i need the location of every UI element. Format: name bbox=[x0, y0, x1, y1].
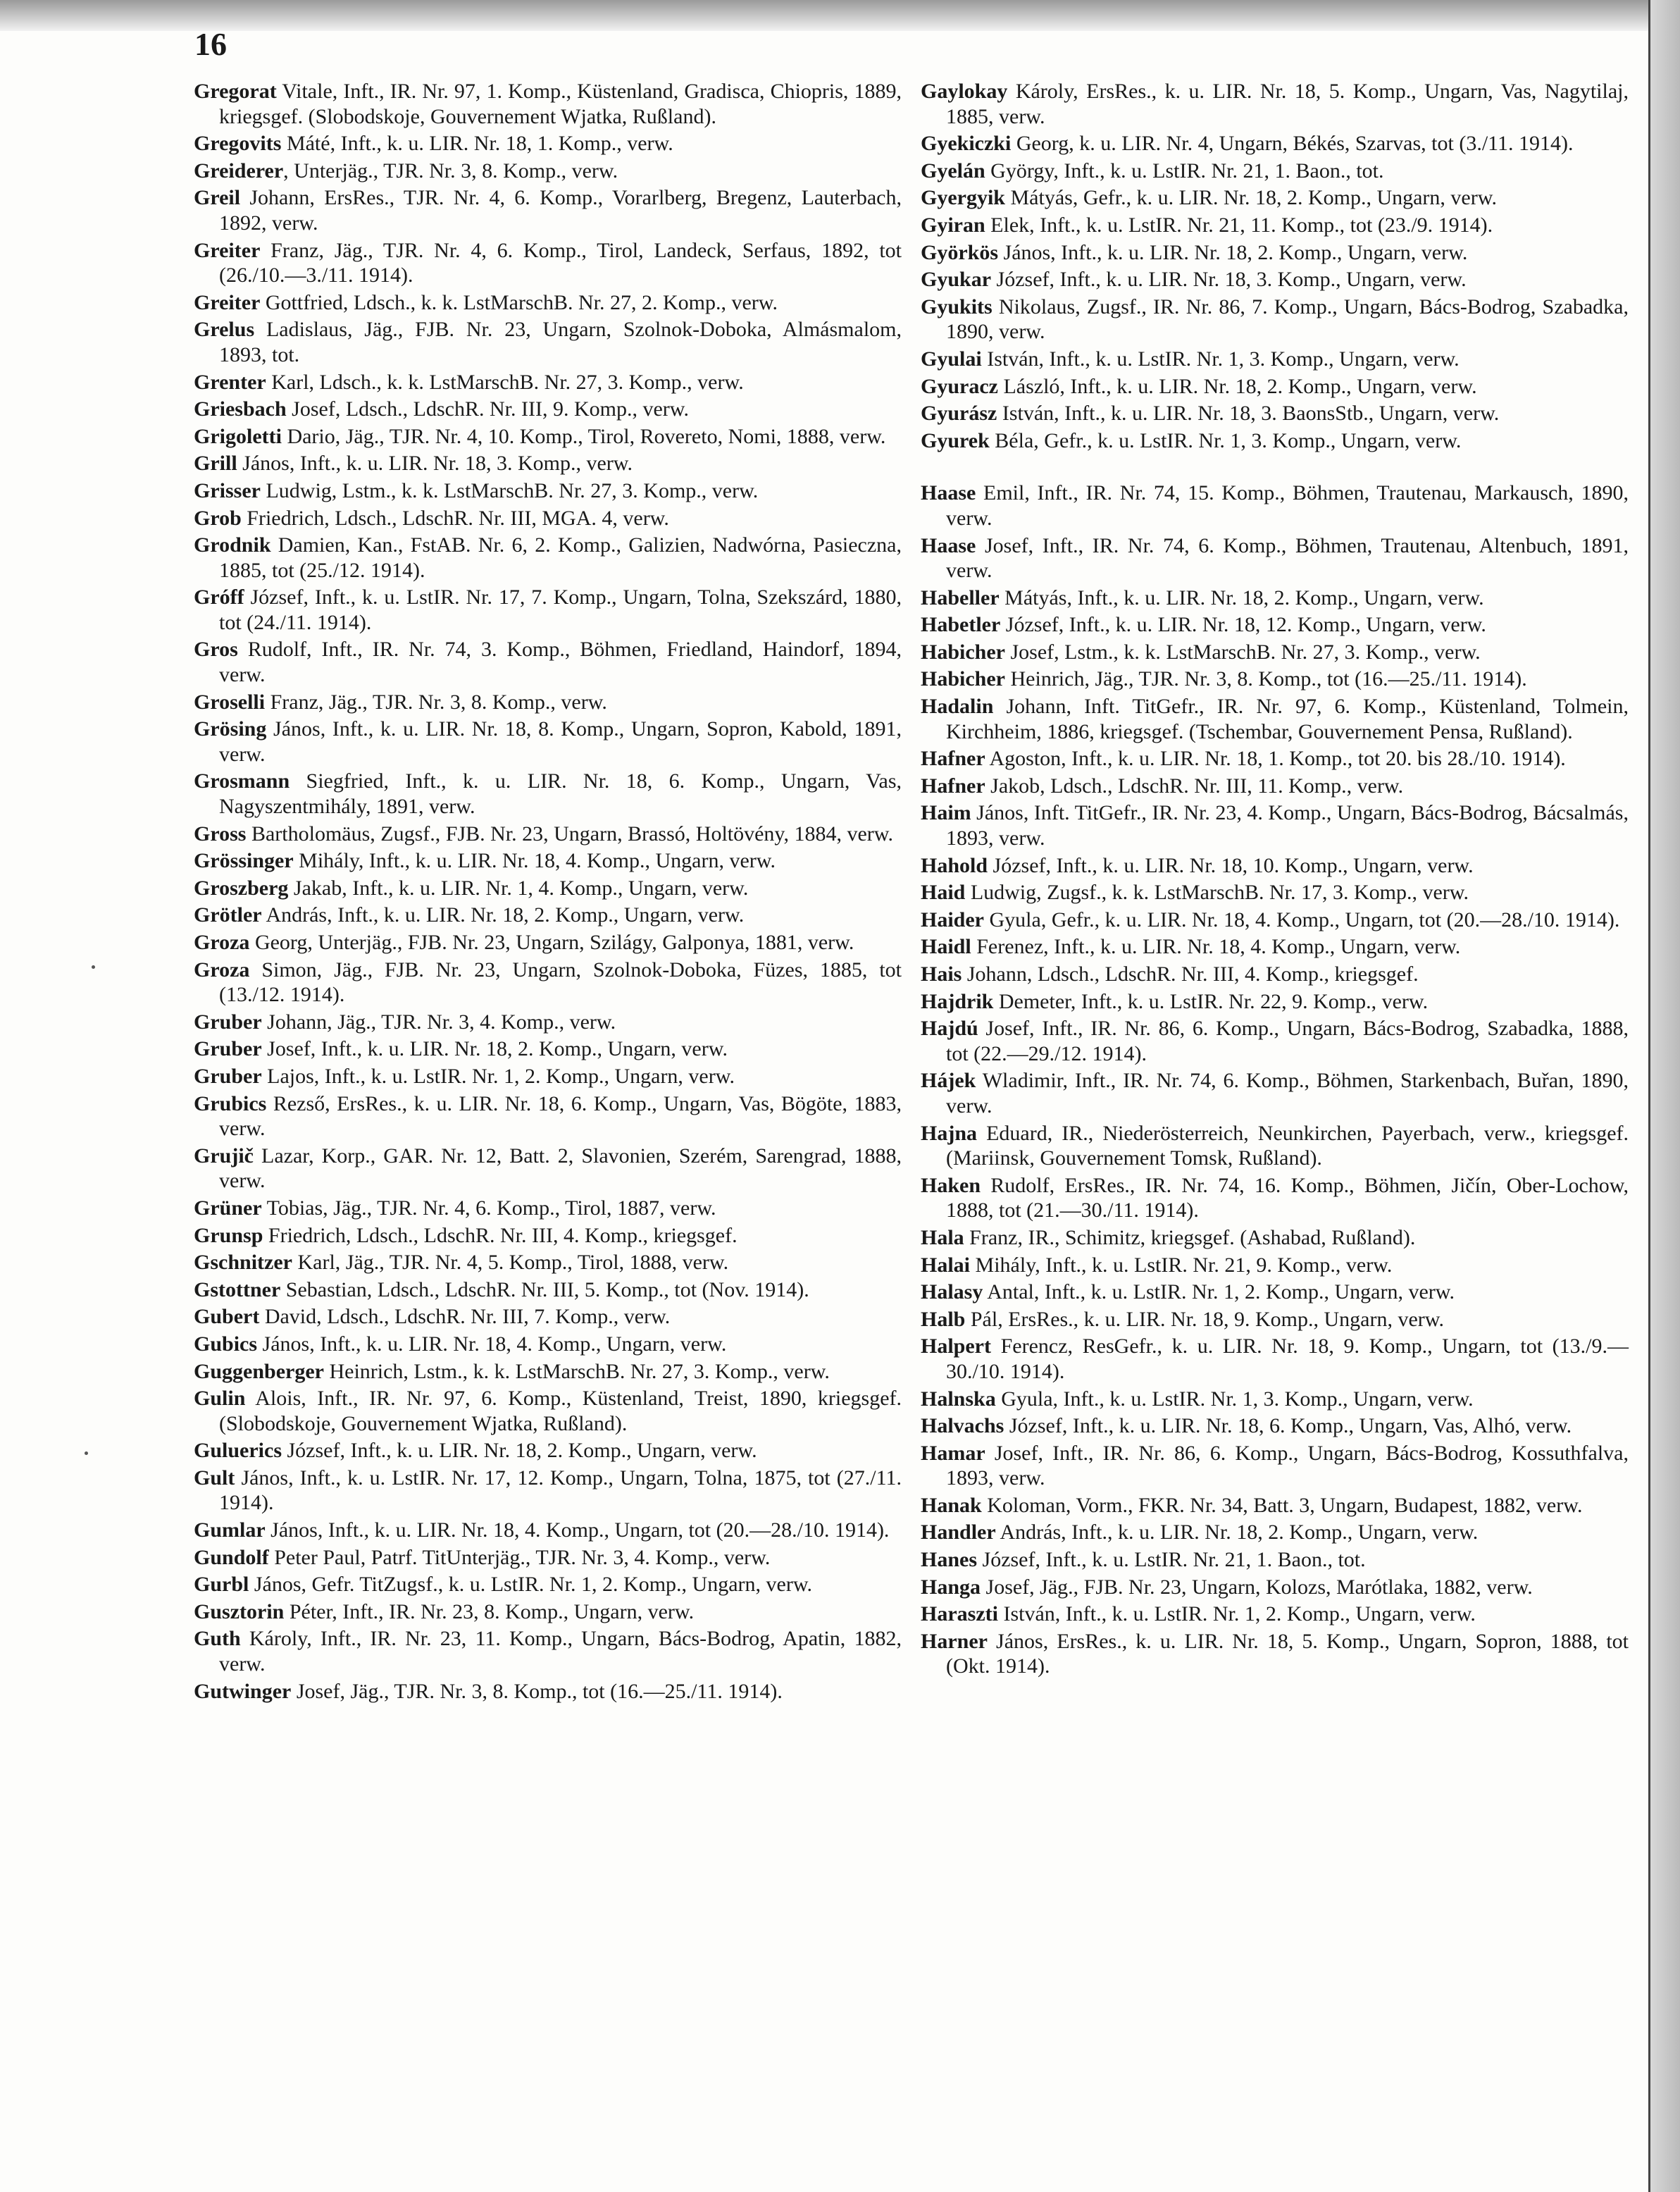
entry-details: Gottfried, Ldsch., k. k. LstMarschB. Nr. 27, 2. Komp., verw. bbox=[260, 290, 778, 314]
register-entry bbox=[194, 1304, 902, 1330]
register-entry bbox=[921, 131, 1629, 156]
entry-details: Bartholomäus, Zugsf., FJB. Nr. 23, Ungarn, Brassó, Holtövény, 1884, verw. bbox=[246, 822, 893, 846]
register-entry bbox=[921, 159, 1629, 184]
entry-surname: Gróff bbox=[194, 586, 244, 609]
entry-surname: Haase bbox=[921, 533, 976, 557]
entry-surname: Grujič bbox=[194, 1144, 254, 1168]
entry-details: Mátyás, Gefr., k. u. LIR. Nr. 18, 2. Komp., Ungarn, verw. bbox=[1005, 186, 1497, 210]
right-column-h-section bbox=[921, 481, 1629, 1679]
register-entry bbox=[194, 1010, 902, 1035]
register-entry bbox=[921, 79, 1629, 129]
entry-surname: Handler bbox=[921, 1521, 996, 1544]
register-entry bbox=[194, 717, 902, 767]
entry-surname: Hanga bbox=[921, 1575, 981, 1599]
entry-surname: Grössinger bbox=[194, 849, 294, 873]
entry-surname: Hajdú bbox=[921, 1017, 978, 1041]
entry-details: Rudolf, ErsRes., IR. Nr. 74, 16. Komp., Böhmen, Jičín, Ober-Lochow, 1888, tot (21.—30./11. 1914). bbox=[946, 1173, 1629, 1222]
entry-details: Karl, Jäg., TJR. Nr. 4, 5. Komp., Tirol, 1888, verw. bbox=[292, 1251, 729, 1275]
register-entry bbox=[921, 1068, 1629, 1118]
scan-right-edge bbox=[1648, 0, 1680, 2192]
entry-details: Heinrich, Lstm., k. k. LstMarschB. Nr. 27, 3. Komp., verw. bbox=[323, 1359, 830, 1383]
register-entry bbox=[194, 533, 902, 583]
entry-surname: Györkös bbox=[921, 240, 999, 264]
entry-details: Rudolf, Inft., IR. Nr. 74, 3. Komp., Böhmen, Friedland, Haindorf, 1894, verw. bbox=[219, 638, 902, 687]
register-entry bbox=[194, 290, 902, 316]
register-entry bbox=[921, 428, 1629, 454]
entry-surname: Hajdrik bbox=[921, 989, 994, 1013]
entry-surname: Hanes bbox=[921, 1548, 978, 1572]
entry-details: Peter Paul, Patrf. TitUnterjäg., TJR. Nr. 3, 4. Komp., verw. bbox=[268, 1545, 771, 1569]
register-entry bbox=[194, 159, 902, 184]
register-entry bbox=[921, 1307, 1629, 1332]
register-entry bbox=[194, 1277, 902, 1303]
entry-surname: Grosmann bbox=[194, 769, 290, 793]
entry-surname: Hahold bbox=[921, 853, 988, 877]
entry-details: Máté, Inft., k. u. LIR. Nr. 18, 1. Komp., verw. bbox=[281, 132, 673, 156]
entry-details: Josef, Inft., IR. Nr. 74, 6. Komp., Böhmen, Trautenau, Altenbuch, 1891, verw. bbox=[946, 533, 1629, 583]
register-entry bbox=[921, 962, 1629, 987]
entry-details: István, Inft., k. u. LstIR. Nr. 1, 2. Komp., Ungarn, verw. bbox=[997, 1602, 1476, 1626]
entry-details: Rezső, ErsRes., k. u. LIR. Nr. 18, 6. Komp., Ungarn, Vas, Bögöte, 1883, verw. bbox=[219, 1091, 902, 1141]
section-gap bbox=[921, 455, 1629, 481]
register-entry bbox=[921, 800, 1629, 850]
entry-surname: Gruber bbox=[194, 1037, 262, 1061]
entry-details: József, Inft., k. u. LIR. Nr. 18, 2. Komp., Ungarn, verw. bbox=[282, 1439, 757, 1463]
scan-speck bbox=[92, 965, 95, 969]
entry-surname: Guluerics bbox=[194, 1439, 282, 1463]
entry-details: Damien, Kan., FstAB. Nr. 6, 2. Komp., Galizien, Nadwórna, Pasieczna, 1885, tot (25./12. 1914). bbox=[219, 533, 902, 582]
register-entry bbox=[921, 481, 1629, 531]
register-entry bbox=[921, 1441, 1629, 1491]
entry-surname: Gregovits bbox=[194, 132, 282, 156]
register-entry bbox=[194, 876, 902, 901]
entry-details: Lazar, Korp., GAR. Nr. 12, Batt. 2, Slavonien, Szerém, Sarengrad, 1888, verw. bbox=[219, 1144, 902, 1193]
entry-surname: Gyurek bbox=[921, 428, 990, 452]
entry-surname: Gult bbox=[194, 1466, 235, 1490]
entry-details: Josef, Jäg., TJR. Nr. 3, 8. Komp., tot (16.—25./11. 1914). bbox=[291, 1679, 783, 1703]
entry-surname: Hafner bbox=[921, 774, 985, 798]
entry-details: Ladislaus, Jäg., FJB. Nr. 23, Ungarn, Szolnok-Doboka, Almásmalom, 1893, tot. bbox=[219, 318, 902, 366]
entry-surname: Gumlar bbox=[194, 1518, 266, 1542]
register-entry bbox=[921, 1121, 1629, 1171]
register-entry bbox=[194, 1518, 902, 1543]
register-entry bbox=[194, 1466, 902, 1516]
entry-details: Johann, Ldsch., LdschR. Nr. III, 4. Komp., kriegsgef. bbox=[962, 962, 1419, 986]
entry-details: János, Inft., k. u. LIR. Nr. 18, 3. Komp., verw. bbox=[237, 452, 633, 476]
register-entry bbox=[194, 903, 902, 928]
entry-details: Josef, Jäg., FJB. Nr. 23, Ungarn, Kolozs, Marótlaka, 1882, verw. bbox=[981, 1575, 1533, 1599]
entry-surname: Gyekiczki bbox=[921, 132, 1012, 156]
entry-surname: Halb bbox=[921, 1307, 966, 1331]
entry-surname: Hájek bbox=[921, 1069, 976, 1093]
entry-surname: Habicher bbox=[921, 667, 1005, 691]
entry-details: Péter, Inft., IR. Nr. 23, 8. Komp., Ungarn, verw. bbox=[284, 1599, 695, 1623]
register-entry bbox=[194, 185, 902, 235]
entry-details: József, Inft., k. u. LstIR. Nr. 21, 1. Baon., tot. bbox=[977, 1548, 1366, 1572]
entry-details: András, Inft., k. u. LIR. Nr. 18, 2. Komp., Ungarn, verw. bbox=[261, 903, 745, 927]
entry-details: Demeter, Inft., k. u. LstIR. Nr. 22, 9. Komp., verw. bbox=[993, 989, 1429, 1013]
entry-details: Franz, Jäg., TJR. Nr. 4, 6. Komp., Tirol, Landeck, Serfaus, 1892, tot (26./10.—3./11. 1914). bbox=[219, 238, 902, 287]
entry-details: Vitale, Inft., IR. Nr. 97, 1. Komp., Küstenland, Gradisca, Chiopris, 1889, kriegsgef. (Slobodskoje, Gouvernement Wjatka, Rußland). bbox=[219, 80, 902, 128]
register-entry bbox=[921, 667, 1629, 692]
entry-details: Emil, Inft., IR. Nr. 74, 15. Komp., Böhmen, Trautenau, Markausch, 1890, verw. bbox=[946, 481, 1629, 530]
entry-surname: Haase bbox=[921, 481, 976, 505]
register-entry bbox=[921, 1253, 1629, 1278]
register-entry bbox=[194, 822, 902, 847]
register-entry bbox=[194, 930, 902, 955]
register-entry bbox=[921, 586, 1629, 611]
entry-details: Ludwig, Zugsf., k. k. LstMarschB. Nr. 17, 3. Komp., verw. bbox=[965, 881, 1469, 905]
entry-details: János, Inft., k. u. LIR. Nr. 18, 2. Komp., Ungarn, verw. bbox=[998, 240, 1468, 264]
register-entry bbox=[921, 1225, 1629, 1251]
register-entry bbox=[921, 295, 1629, 345]
register-entry bbox=[194, 1679, 902, 1704]
register-entry bbox=[194, 238, 902, 288]
entry-surname: Greiter bbox=[194, 290, 261, 314]
entry-surname: Gruber bbox=[194, 1064, 262, 1088]
register-entry bbox=[194, 370, 902, 395]
entry-details: József, Inft., k. u. LIR. Nr. 18, 10. Komp., Ungarn, verw. bbox=[988, 853, 1474, 877]
entry-surname: Halpert bbox=[921, 1335, 991, 1358]
entry-details: János, Gefr. TitZugsf., k. u. LstIR. Nr. 1, 2. Komp., Ungarn, verw. bbox=[249, 1573, 813, 1597]
register-entry bbox=[921, 908, 1629, 933]
entry-details: Ferenez, Inft., k. u. LIR. Nr. 18, 4. Komp., Ungarn, verw. bbox=[971, 935, 1461, 959]
register-entry bbox=[194, 1144, 902, 1194]
entry-details: Johann, Inft. TitGefr., IR. Nr. 97, 6. Komp., Küstenland, Tolmein, Kirchheim, 1886, kriegsgef. (Tschembar, Gouvernement Pensa, Rußland). bbox=[946, 695, 1629, 743]
register-entry bbox=[921, 989, 1629, 1015]
register-entry bbox=[194, 1572, 902, 1597]
register-entry bbox=[921, 1629, 1629, 1679]
entry-details: Tobias, Jäg., TJR. Nr. 4, 6. Komp., Tirol, 1887, verw. bbox=[261, 1196, 716, 1220]
register-entry bbox=[921, 1173, 1629, 1223]
register-entry bbox=[921, 1413, 1629, 1439]
entry-details: Josef, Inft., k. u. LIR. Nr. 18, 2. Komp., Ungarn, verw. bbox=[261, 1037, 728, 1061]
entry-details: Josef, Inft., IR. Nr. 86, 6. Komp., Ungarn, Bács-Bodrog, Szabadka, 1888, tot (22.—29./12. 1914). bbox=[946, 1017, 1629, 1065]
left-column bbox=[194, 79, 902, 1706]
entry-surname: Grisser bbox=[194, 478, 261, 502]
register-entry bbox=[194, 1359, 902, 1385]
scan-top-band bbox=[0, 0, 1680, 31]
entry-details: Lajos, Inft., k. u. LstIR. Nr. 1, 2. Komp., Ungarn, verw. bbox=[261, 1064, 735, 1088]
entry-surname: Groselli bbox=[194, 690, 266, 714]
entry-details: Johann, Jäg., TJR. Nr. 3, 4. Komp., verw. bbox=[261, 1010, 616, 1034]
entry-surname: Griesbach bbox=[194, 397, 287, 421]
entry-surname: Grob bbox=[194, 506, 242, 530]
entry-surname: Hadalin bbox=[921, 695, 994, 719]
entry-details: Georg, k. u. LIR. Nr. 4, Ungarn, Békés, Szarvas, tot (3./11. 1914). bbox=[1011, 132, 1574, 156]
register-entry bbox=[194, 769, 902, 819]
register-entry bbox=[921, 401, 1629, 426]
scan-speck bbox=[85, 1451, 88, 1455]
register-entry bbox=[194, 848, 902, 874]
entry-details: János, Inft., k. u. LIR. Nr. 18, 4. Komp., Ungarn, tot (20.—28./10. 1914). bbox=[265, 1518, 890, 1542]
entry-details: Jakob, Ldsch., LdschR. Nr. III, 11. Komp., verw. bbox=[985, 774, 1404, 798]
register-entry bbox=[921, 374, 1629, 400]
entry-details: Jakab, Inft., k. u. LIR. Nr. 1, 4. Komp., Ungarn, verw. bbox=[288, 876, 749, 900]
entry-details: Heinrich, Jäg., TJR. Nr. 3, 8. Komp., tot (16.—25./11. 1914). bbox=[1005, 667, 1527, 691]
entry-details: János, Inft., k. u. LIR. Nr. 18, 4. Komp., Ungarn, verw. bbox=[257, 1332, 727, 1356]
page-number: 16 bbox=[194, 26, 227, 62]
entry-surname: Grötler bbox=[194, 903, 262, 927]
entry-surname: Gubics bbox=[194, 1332, 258, 1356]
register-entry bbox=[194, 424, 902, 450]
entry-details: Friedrich, Ldsch., LdschR. Nr. III, MGA. 4, verw. bbox=[241, 506, 669, 530]
entry-surname: Gyurász bbox=[921, 402, 997, 426]
entry-details: János, ErsRes., k. u. LIR. Nr. 18, 5. Komp., Ungarn, Sopron, 1888, tot (Okt. 1914). bbox=[946, 1629, 1629, 1678]
register-entry bbox=[921, 1493, 1629, 1518]
entry-details: József, Inft., k. u. LstIR. Nr. 17, 7. Komp., Ungarn, Tolna, Szekszárd, 1880, tot (24./11. 1914). bbox=[219, 586, 902, 634]
entry-details: Sebastian, Ldsch., LdschR. Nr. III, 5. Komp., tot (Nov. 1914). bbox=[280, 1277, 809, 1301]
register-entry bbox=[921, 746, 1629, 772]
entry-details: Wladimir, Inft., IR. Nr. 74, 6. Komp., Böhmen, Starkenbach, Buřan, 1890, verw. bbox=[946, 1069, 1629, 1117]
register-entry bbox=[921, 1280, 1629, 1305]
register-entry bbox=[194, 1438, 902, 1463]
entry-surname: Grelus bbox=[194, 318, 255, 342]
entry-surname: Grodnik bbox=[194, 533, 271, 557]
entry-details: Pál, ErsRes., k. u. LIR. Nr. 18, 9. Komp., Ungarn, verw. bbox=[965, 1307, 1445, 1331]
entry-details: János, Inft., k. u. LIR. Nr. 18, 8. Komp., Ungarn, Sopron, Kabold, 1891, verw. bbox=[219, 717, 902, 766]
entry-surname: Haraszti bbox=[921, 1602, 998, 1626]
entry-details: György, Inft., k. u. LstIR. Nr. 21, 1. Baon., tot. bbox=[985, 159, 1384, 182]
register-entry bbox=[921, 774, 1629, 799]
register-entry bbox=[921, 640, 1629, 665]
entry-surname: Gyiran bbox=[921, 213, 985, 237]
entry-surname: Grubics bbox=[194, 1091, 267, 1115]
entry-surname: Grösing bbox=[194, 717, 267, 741]
register-entry bbox=[921, 853, 1629, 879]
register-entry bbox=[921, 185, 1629, 211]
entry-details: Mihály, Inft., k. u. LIR. Nr. 18, 4. Komp., Ungarn, verw. bbox=[293, 849, 776, 873]
entry-surname: Greil bbox=[194, 186, 241, 210]
entry-surname: Haider bbox=[921, 908, 984, 931]
entry-surname: Groszberg bbox=[194, 876, 289, 900]
entry-surname: Halasy bbox=[921, 1280, 983, 1304]
entry-surname: Hanak bbox=[921, 1493, 982, 1517]
entry-surname: Gyukar bbox=[921, 268, 992, 292]
entry-details: Károly, ErsRes., k. u. LIR. Nr. 18, 5. Komp., Ungarn, Vas, Nagytilaj, 1885, verw. bbox=[946, 80, 1629, 128]
entry-details: Mátyás, Inft., k. u. LIR. Nr. 18, 2. Komp., Ungarn, verw. bbox=[999, 586, 1484, 609]
entry-surname: Habicher bbox=[921, 640, 1005, 664]
entry-surname: Haidl bbox=[921, 935, 971, 959]
register-entry bbox=[194, 1386, 902, 1436]
register-entry bbox=[194, 317, 902, 367]
entry-surname: Grigoletti bbox=[194, 424, 282, 448]
entry-surname: Harner bbox=[921, 1629, 988, 1653]
entry-details: Ludwig, Lstm., k. k. LstMarschB. Nr. 27, 3. Komp., verw. bbox=[260, 478, 759, 502]
entry-surname: Hafner bbox=[921, 747, 985, 771]
register-entry bbox=[194, 1626, 902, 1676]
register-entry bbox=[194, 690, 902, 715]
entry-surname: Groza bbox=[194, 958, 250, 982]
register-entry bbox=[921, 1520, 1629, 1545]
entry-surname: Gruber bbox=[194, 1010, 262, 1034]
entry-details: István, Inft., k. u. LstIR. Nr. 1, 3. Komp., Ungarn, verw. bbox=[981, 347, 1460, 371]
entry-surname: Grunsp bbox=[194, 1223, 263, 1247]
entry-surname: Gulin bbox=[194, 1387, 246, 1411]
entry-surname: Gyulai bbox=[921, 347, 982, 371]
register-entry bbox=[921, 267, 1629, 292]
entry-surname: Gross bbox=[194, 822, 247, 846]
entry-details: József, Inft., k. u. LIR. Nr. 18, 3. Komp., Ungarn, verw. bbox=[991, 268, 1467, 292]
register-entry bbox=[921, 1334, 1629, 1384]
entry-surname: Hamar bbox=[921, 1441, 985, 1465]
entry-surname: Habeller bbox=[921, 586, 1000, 609]
register-entry bbox=[921, 533, 1629, 583]
register-entry bbox=[194, 1545, 902, 1571]
register-entry bbox=[194, 506, 902, 531]
register-entry bbox=[194, 397, 902, 422]
entry-details: István, Inft., k. u. LIR. Nr. 18, 3. BaonsStb., Ungarn, verw. bbox=[997, 402, 1500, 426]
entry-details: Josef, Inft., IR. Nr. 86, 6. Komp., Ungarn, Bács-Bodrog, Kossuthfalva, 1893, verw. bbox=[946, 1441, 1629, 1490]
entry-details: Josef, Ldsch., LdschR. Nr. III, 9. Komp., verw. bbox=[286, 397, 689, 421]
entry-details: Károly, Inft., IR. Nr. 23, 11. Komp., Ungarn, Bács-Bodrog, Apatin, 1882, verw. bbox=[219, 1627, 902, 1676]
entry-details: János, Inft. TitGefr., IR. Nr. 23, 4. Komp., Ungarn, Bács-Bodrog, Bácsalmás, 1893, verw. bbox=[946, 801, 1629, 850]
register-entry bbox=[194, 451, 902, 476]
entry-surname: Gyergyik bbox=[921, 186, 1005, 210]
entry-details: János, Inft., k. u. LstIR. Nr. 17, 12. Komp., Ungarn, Tolna, 1875, tot (27./11. 1914). bbox=[219, 1466, 902, 1515]
entry-details: Nikolaus, Zugsf., IR. Nr. 86, 7. Komp., Ungarn, Bács-Bodrog, Szabadka, 1890, verw. bbox=[946, 295, 1629, 344]
register-entry bbox=[194, 1599, 902, 1625]
register-entry bbox=[194, 1223, 902, 1249]
entry-surname: Greiderer bbox=[194, 159, 284, 182]
entry-details: , Unterjäg., TJR. Nr. 3, 8. Komp., verw. bbox=[283, 159, 618, 182]
entry-surname: Halnska bbox=[921, 1387, 996, 1411]
register-entry bbox=[194, 478, 902, 504]
register-entry bbox=[194, 1064, 902, 1089]
entry-surname: Gregorat bbox=[194, 80, 277, 103]
entry-details: Agoston, Inft., k. u. LIR. Nr. 18, 1. Komp., tot 20. bis 28./10. 1914). bbox=[985, 747, 1566, 771]
entry-surname: Haken bbox=[921, 1173, 981, 1197]
entry-surname: Gubert bbox=[194, 1305, 260, 1329]
entry-surname: Gutwinger bbox=[194, 1679, 292, 1703]
entry-surname: Gyuracz bbox=[921, 374, 998, 398]
entry-surname: Halai bbox=[921, 1253, 971, 1277]
entry-details: László, Inft., k. u. LIR. Nr. 18, 2. Komp., Ungarn, verw. bbox=[997, 374, 1477, 398]
entry-surname: Guggenberger bbox=[194, 1359, 324, 1383]
entry-details: Georg, Unterjäg., FJB. Nr. 23, Ungarn, Szilágy, Galponya, 1881, verw. bbox=[249, 931, 854, 954]
entry-details: Siegfried, Inft., k. u. LIR. Nr. 18, 6. Komp., Ungarn, Vas, Nagyszentmihály, 1891, verw. bbox=[219, 769, 902, 819]
entry-surname: Groza bbox=[194, 931, 250, 954]
register-entry bbox=[921, 1016, 1629, 1066]
entry-details: David, Ldsch., LdschR. Nr. III, 7. Komp., verw. bbox=[259, 1305, 671, 1329]
register-entry bbox=[194, 1036, 902, 1062]
register-entry bbox=[921, 1602, 1629, 1627]
entry-details: András, Inft., k. u. LIR. Nr. 18, 2. Komp., Ungarn, verw. bbox=[995, 1521, 1479, 1544]
register-entry bbox=[194, 79, 902, 129]
entry-surname: Hala bbox=[921, 1225, 964, 1249]
entry-details: Gyula, Gefr., k. u. LIR. Nr. 18, 4. Komp., Ungarn, tot (20.—28./10. 1914). bbox=[984, 908, 1620, 931]
entry-surname: Gros bbox=[194, 638, 238, 662]
entry-surname: Gundolf bbox=[194, 1545, 269, 1569]
entry-surname: Greiter bbox=[194, 238, 261, 262]
register-entry bbox=[194, 1332, 902, 1357]
register-entry bbox=[194, 1091, 902, 1141]
register-entry bbox=[921, 612, 1629, 638]
entry-details: Dario, Jäg., TJR. Nr. 4, 10. Komp., Tirol, Rovereto, Nomi, 1888, verw. bbox=[281, 424, 886, 448]
entry-details: Friedrich, Ldsch., LdschR. Nr. III, 4. Komp., kriegsgef. bbox=[263, 1223, 738, 1247]
entry-surname: Hais bbox=[921, 962, 962, 986]
entry-details: Johann, ErsRes., TJR. Nr. 4, 6. Komp., Vorarlberg, Bregenz, Lauterbach, 1892, verw. bbox=[219, 186, 902, 235]
register-entry bbox=[194, 1196, 902, 1221]
entry-surname: Hajna bbox=[921, 1121, 978, 1145]
register-entry bbox=[194, 585, 902, 635]
register-entry bbox=[921, 213, 1629, 238]
right-column-g-section bbox=[921, 79, 1629, 453]
register-entry bbox=[921, 240, 1629, 266]
register-entry bbox=[921, 347, 1629, 372]
entry-details: Mihály, Inft., k. u. LstIR. Nr. 21, 9. Komp., verw. bbox=[970, 1253, 1393, 1277]
entry-details: Ferencz, ResGefr., k. u. LIR. Nr. 18, 9. Komp., Ungarn, tot (13./9.—30./10. 1914). bbox=[946, 1335, 1629, 1383]
entry-details: Josef, Lstm., k. k. LstMarschB. Nr. 27, 3. Komp., verw. bbox=[1005, 640, 1481, 664]
register-entry bbox=[194, 958, 902, 1008]
entry-details: Elek, Inft., k. u. LstIR. Nr. 21, 11. Komp., tot (23./9. 1914). bbox=[985, 213, 1493, 237]
entry-surname: Gyelán bbox=[921, 159, 985, 182]
entry-details: József, Inft., k. u. LIR. Nr. 18, 6. Komp., Ungarn, Vas, Alhó, verw. bbox=[1004, 1414, 1572, 1438]
register-entry bbox=[194, 637, 902, 687]
entry-details: Béla, Gefr., k. u. LstIR. Nr. 1, 3. Komp., Ungarn, verw. bbox=[989, 428, 1462, 452]
entry-details: Franz, IR., Schimitz, kriegsgef. (Ashabad, Rußland). bbox=[964, 1225, 1416, 1249]
entry-details: Gyula, Inft., k. u. LstIR. Nr. 1, 3. Komp., Ungarn, verw. bbox=[995, 1387, 1474, 1411]
entry-surname: Haim bbox=[921, 801, 971, 825]
entry-details: József, Inft., k. u. LIR. Nr. 18, 12. Komp., Ungarn, verw. bbox=[1000, 613, 1486, 637]
entry-surname: Gstottner bbox=[194, 1277, 281, 1301]
entry-surname: Gurbl bbox=[194, 1573, 249, 1597]
register-entry bbox=[194, 1250, 902, 1275]
entry-surname: Gaylokay bbox=[921, 80, 1008, 103]
entry-details: Franz, Jäg., TJR. Nr. 3, 8. Komp., verw. bbox=[265, 690, 607, 714]
entry-surname: Halvachs bbox=[921, 1414, 1004, 1438]
entry-surname: Habetler bbox=[921, 613, 1001, 637]
register-entry bbox=[194, 131, 902, 156]
entry-details: Koloman, Vorm., FKR. Nr. 34, Batt. 3, Ungarn, Budapest, 1882, verw. bbox=[981, 1493, 1583, 1517]
entry-surname: Haid bbox=[921, 881, 966, 905]
entry-details: Karl, Ldsch., k. k. LstMarschB. Nr. 27, 3. Komp., verw. bbox=[266, 370, 744, 394]
entry-details: Simon, Jäg., FJB. Nr. 23, Ungarn, Szolnok-Doboka, Füzes, 1885, tot (13./12. 1914). bbox=[219, 958, 902, 1007]
entry-surname: Grill bbox=[194, 452, 237, 476]
register-entry bbox=[921, 1547, 1629, 1573]
register-entry bbox=[921, 694, 1629, 744]
register-entry bbox=[921, 880, 1629, 905]
entry-surname: Gschnitzer bbox=[194, 1251, 292, 1275]
register-entry bbox=[921, 934, 1629, 960]
entry-details: Alois, Inft., IR. Nr. 97, 6. Komp., Küstenland, Treist, 1890, kriegsgef. (Slobodskoje, Gouvernement Wjatka, Rußland). bbox=[219, 1387, 902, 1435]
entry-details: Antal, Inft., k. u. LstIR. Nr. 1, 2. Komp., Ungarn, verw. bbox=[983, 1280, 1455, 1304]
entry-surname: Grenter bbox=[194, 370, 266, 394]
register-entry bbox=[921, 1387, 1629, 1412]
register-entry bbox=[921, 1575, 1629, 1600]
entry-surname: Gusztorin bbox=[194, 1599, 285, 1623]
entry-details: Eduard, IR., Niederösterreich, Neunkirchen, Payerbach, verw., kriegsgef. (Mariinsk, Gouvernement Tomsk, Rußland). bbox=[946, 1121, 1629, 1170]
entry-surname: Grüner bbox=[194, 1196, 262, 1220]
entry-surname: Guth bbox=[194, 1627, 241, 1651]
entry-surname: Gyukits bbox=[921, 295, 993, 318]
right-column bbox=[921, 79, 1629, 1681]
